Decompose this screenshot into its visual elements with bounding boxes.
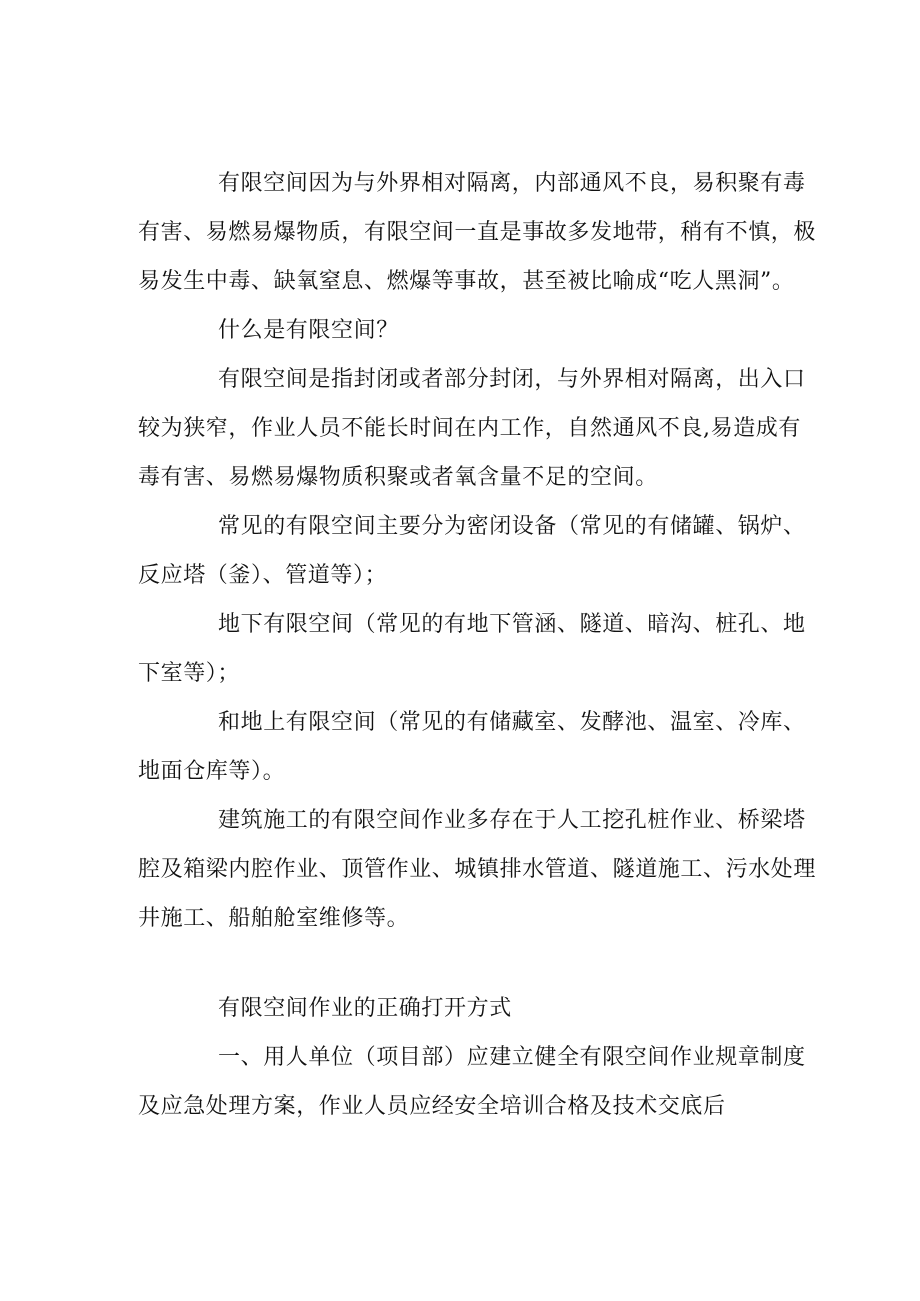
paragraph-definition-line-3: 毒有害、易燃易爆物质积聚或者氧含量不足的空间。 bbox=[138, 465, 658, 490]
question-heading: 什么是有限空间？ bbox=[218, 318, 399, 343]
section-heading: 有限空间作业的正确打开方式 bbox=[218, 996, 512, 1021]
paragraph-sealed-equipment-line-1: 常见的有限空间主要分为密闭设备（常见的有储罐、锅炉、 bbox=[218, 514, 806, 539]
paragraph-underground-line-2: 下室等）； bbox=[138, 661, 241, 686]
paragraph-intro-line-2: 有害、易燃易爆物质，有限空间一直是事故多发地带，稍有不慎，极 bbox=[138, 220, 817, 245]
paragraph-sealed-equipment-line-2: 反应塔（釜）、管道等）； bbox=[138, 563, 388, 588]
paragraph-aboveground-line-1: 和地上有限空间（常见的有储藏室、发酵池、温室、冷库、 bbox=[218, 710, 806, 735]
paragraph-construction-line-1: 建筑施工的有限空间作业多存在于人工挖孔桩作业、桥梁塔 bbox=[218, 808, 806, 833]
paragraph-definition-line-2: 较为狭窄，作业人员不能长时间在内工作，自然通风不良,易造成有 bbox=[138, 416, 801, 441]
paragraph-intro-line-3: 易发生中毒、缺氧窒息、燃爆等事故，甚至被比喻成“吃人黑洞”。 bbox=[138, 269, 795, 294]
paragraph-rule-one-line-1: 一、用人单位（项目部）应建立健全有限空间作业规章制度 bbox=[218, 1045, 806, 1070]
paragraph-underground-line-1: 地下有限空间（常见的有地下管涵、隧道、暗沟、桩孔、地 bbox=[218, 612, 806, 637]
paragraph-intro-line-1: 有限空间因为与外界相对隔离，内部通风不良，易积聚有毒 bbox=[218, 171, 806, 196]
paragraph-aboveground-line-2: 地面仓库等）。 bbox=[138, 759, 286, 784]
paragraph-construction-line-2: 腔及箱梁内腔作业、顶管作业、城镇排水管道、隧道施工、污水处理 bbox=[138, 857, 817, 882]
paragraph-construction-line-3: 井施工、船舶舱室维修等。 bbox=[138, 906, 410, 931]
paragraph-definition-line-1: 有限空间是指封闭或者部分封闭，与外界相对隔离，出入口 bbox=[218, 367, 806, 392]
paragraph-rule-one-line-2: 及应急处理方案，作业人员应经安全培训合格及技术交底后 bbox=[138, 1094, 726, 1119]
